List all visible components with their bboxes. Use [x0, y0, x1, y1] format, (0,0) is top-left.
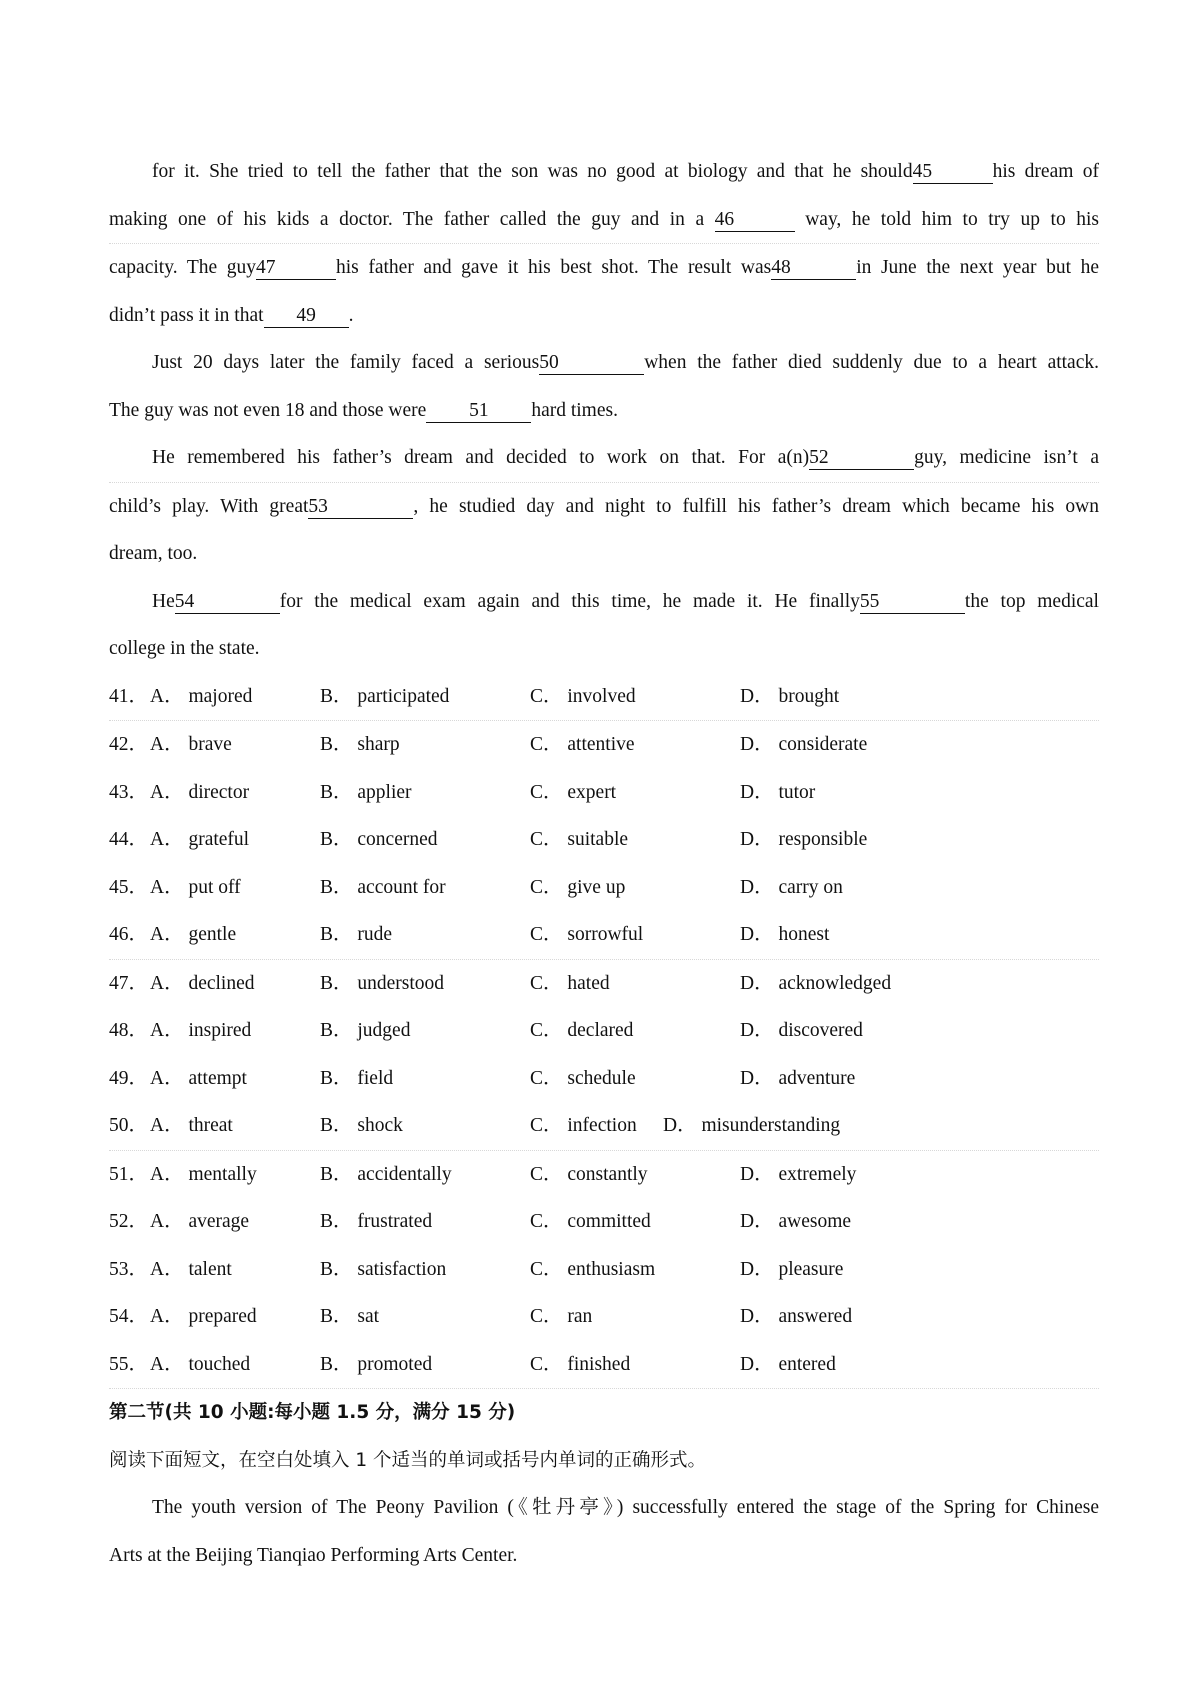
text-span: guy, medicine isn’t a	[914, 447, 1099, 468]
option-b: B． rude	[320, 924, 393, 945]
option-row-46	[109, 911, 1099, 960]
question-number: 43．	[109, 781, 149, 803]
option-row-41	[109, 673, 1099, 722]
option-d: D． discovered	[740, 1020, 863, 1041]
option-c: C． suitable	[530, 829, 629, 850]
option-row-55	[109, 1341, 1099, 1390]
blank-51: 51	[426, 400, 531, 423]
text-span: dream, too.	[109, 543, 198, 564]
blank-49: 49	[264, 305, 349, 328]
option-row-44	[109, 816, 1099, 864]
option-c: C． infection	[530, 1115, 637, 1136]
option-d: D． responsible	[740, 829, 868, 850]
option-b: B． account for	[320, 876, 446, 898]
option-d: D． honest	[740, 924, 830, 945]
passage-line	[109, 530, 1099, 578]
option-d: D． answered	[740, 1306, 853, 1327]
option-c: C． constantly	[530, 1163, 648, 1185]
document-page	[109, 148, 1099, 1579]
question-number: 52．	[109, 1211, 149, 1232]
text-span: Just 20 days later the family faced a serious	[152, 352, 540, 373]
option-b: B． sharp	[320, 734, 400, 755]
option-a: A． put off	[150, 876, 241, 898]
option-a: A． gentle	[150, 924, 237, 945]
option-row-47	[109, 960, 1099, 1008]
blank-55: 55	[860, 591, 965, 614]
section-instruction	[109, 1437, 1099, 1485]
option-c: C． expert	[530, 781, 617, 803]
blank-47: 47	[256, 257, 336, 280]
option-row-48	[109, 1007, 1099, 1055]
passage-line	[109, 1484, 1099, 1532]
text-span: hard times.	[531, 399, 618, 421]
option-a: A． majored	[150, 685, 253, 707]
option-c: C． enthusiasm	[530, 1258, 656, 1280]
option-row-43	[109, 769, 1099, 817]
text-span: way, he told him to try up to his	[805, 208, 1099, 230]
option-b: B． judged	[320, 1020, 411, 1041]
question-number: 44．	[109, 829, 149, 850]
option-b: B． concerned	[320, 829, 438, 850]
option-b: B． shock	[320, 1115, 403, 1136]
option-a: A． declined	[150, 972, 255, 994]
option-d: D． considerate	[740, 734, 868, 755]
option-d: D． pleasure	[740, 1258, 844, 1280]
option-row-45	[109, 864, 1099, 912]
option-row-49	[109, 1055, 1099, 1103]
text-span: He remembered his father’s dream and decided to work on that. For a(n)	[152, 447, 810, 468]
text-span: didn’t pass it in that	[109, 304, 264, 326]
option-c: C． finished	[530, 1353, 631, 1375]
question-number: 48．	[109, 1020, 149, 1041]
text-span: his father and gave it his best shot. The result was	[335, 257, 772, 278]
passage-line	[109, 148, 1099, 196]
text-span: The youth version of The Peony Pavilion (《牡丹亭》) successfully entered the stage of the Spring for Chinese	[152, 1497, 1099, 1518]
option-c: C． attentive	[530, 734, 635, 755]
option-c: C． ran	[530, 1306, 593, 1327]
text-span: in June the next year but he	[856, 257, 1100, 278]
question-number: 54．	[109, 1306, 149, 1327]
question-number: 51．	[109, 1163, 149, 1185]
text-span: .	[348, 304, 354, 326]
text-span: for the medical exam again and this time, he made it. He finally	[279, 590, 860, 612]
option-d: D． adventure	[740, 1067, 856, 1089]
option-d: D． extremely	[740, 1163, 857, 1185]
option-a: A． prepared	[150, 1306, 257, 1327]
passage-line	[109, 196, 1099, 245]
text-span: making one of his kids a doctor. The father called the guy and in a	[109, 208, 705, 230]
section-heading-text: 第二节(共 10 小题:每小题 1.5 分，满分 15 分)	[109, 1402, 516, 1423]
blank-48: 48	[771, 257, 856, 280]
option-c: C． involved	[530, 685, 636, 707]
question-number: 47．	[109, 972, 149, 994]
option-b: B． field	[320, 1067, 394, 1089]
text-span: when the father died suddenly due to a heart attack.	[644, 352, 1099, 373]
text-span: the top medical	[964, 590, 1099, 612]
option-a: A． talent	[150, 1258, 232, 1280]
blank-54: 54	[175, 591, 280, 614]
passage-line	[109, 1532, 1099, 1580]
option-c: C． give up	[530, 876, 626, 898]
option-row-54	[109, 1293, 1099, 1341]
option-b: B． satisfaction	[320, 1258, 447, 1280]
option-a: A． grateful	[150, 829, 250, 850]
text-span: He	[152, 590, 175, 612]
passage-line	[109, 339, 1099, 387]
option-b: B． understood	[320, 972, 445, 994]
option-a: A． average	[150, 1211, 250, 1232]
option-a: A． threat	[150, 1115, 233, 1136]
option-a: A． mentally	[150, 1163, 257, 1185]
option-c: C． schedule	[530, 1067, 636, 1089]
option-b: B． participated	[320, 685, 450, 707]
text-span: , he studied day and night to fulfill his father’s dream which became his own	[413, 495, 1099, 517]
passage-line	[109, 292, 1099, 340]
option-row-53	[109, 1246, 1099, 1294]
question-number: 41．	[109, 685, 149, 707]
option-b: B． accidentally	[320, 1163, 452, 1185]
option-a: A． director	[150, 781, 250, 803]
option-a: A． brave	[150, 734, 232, 755]
option-a: A． attempt	[150, 1067, 247, 1089]
text-span: child’s play. With great	[109, 495, 309, 517]
option-a: A． inspired	[150, 1020, 252, 1041]
instruction-text: 阅读下面短文，在空白处填入 1 个适当的单词或括号内单词的正确形式。	[109, 1449, 707, 1471]
question-number: 42．	[109, 734, 149, 755]
option-d: D． awesome	[740, 1211, 852, 1232]
option-d: D． entered	[740, 1353, 836, 1375]
option-row-52	[109, 1198, 1099, 1246]
option-d: D． brought	[740, 685, 840, 707]
section-heading	[109, 1389, 1099, 1437]
text-span: Arts at the Beijing Tianqiao Performing Arts Center.	[109, 1544, 518, 1566]
passage-line	[109, 483, 1099, 531]
option-row-42	[109, 721, 1099, 769]
option-d: D． acknowledged	[740, 972, 892, 994]
option-row-50	[109, 1102, 1099, 1151]
text-span: college in the state.	[109, 638, 260, 659]
text-span: capacity. The guy	[109, 257, 256, 278]
passage-line	[109, 387, 1099, 435]
option-a: A． touched	[150, 1353, 251, 1375]
question-number: 45．	[109, 876, 149, 898]
option-c: C． sorrowful	[530, 924, 644, 945]
option-b: B． sat	[320, 1306, 380, 1327]
passage-line	[109, 434, 1099, 483]
option-d: D． carry on	[740, 876, 843, 898]
blank-46: 46	[715, 209, 795, 232]
blank-45: 45	[913, 161, 993, 184]
option-b: B． frustrated	[320, 1211, 433, 1232]
passage-line	[109, 244, 1099, 292]
text-span: for it. She tried to tell the father that the son was no good at biology and that he should	[152, 161, 913, 182]
option-c: C． declared	[530, 1020, 634, 1041]
option-b: B． applier	[320, 781, 412, 803]
option-row-51	[109, 1151, 1099, 1199]
question-number: 50．	[109, 1115, 149, 1136]
option-c: C． hated	[530, 972, 610, 994]
question-number: 49．	[109, 1067, 149, 1089]
option-c: C． committed	[530, 1211, 651, 1232]
option-b: B． promoted	[320, 1353, 433, 1375]
text-span: his dream of	[992, 161, 1099, 182]
question-number: 46．	[109, 924, 149, 945]
passage-line	[109, 578, 1099, 626]
blank-53: 53	[308, 496, 413, 519]
passage-line	[109, 625, 1099, 673]
question-number: 55．	[109, 1353, 149, 1375]
text-span: The guy was not even 18 and those were	[109, 399, 427, 421]
question-number: 53．	[109, 1258, 149, 1280]
option-d: D． tutor	[740, 781, 816, 803]
blank-52: 52	[809, 447, 914, 470]
option-d: D． misunderstanding	[663, 1115, 841, 1136]
blank-50: 50	[539, 352, 644, 375]
